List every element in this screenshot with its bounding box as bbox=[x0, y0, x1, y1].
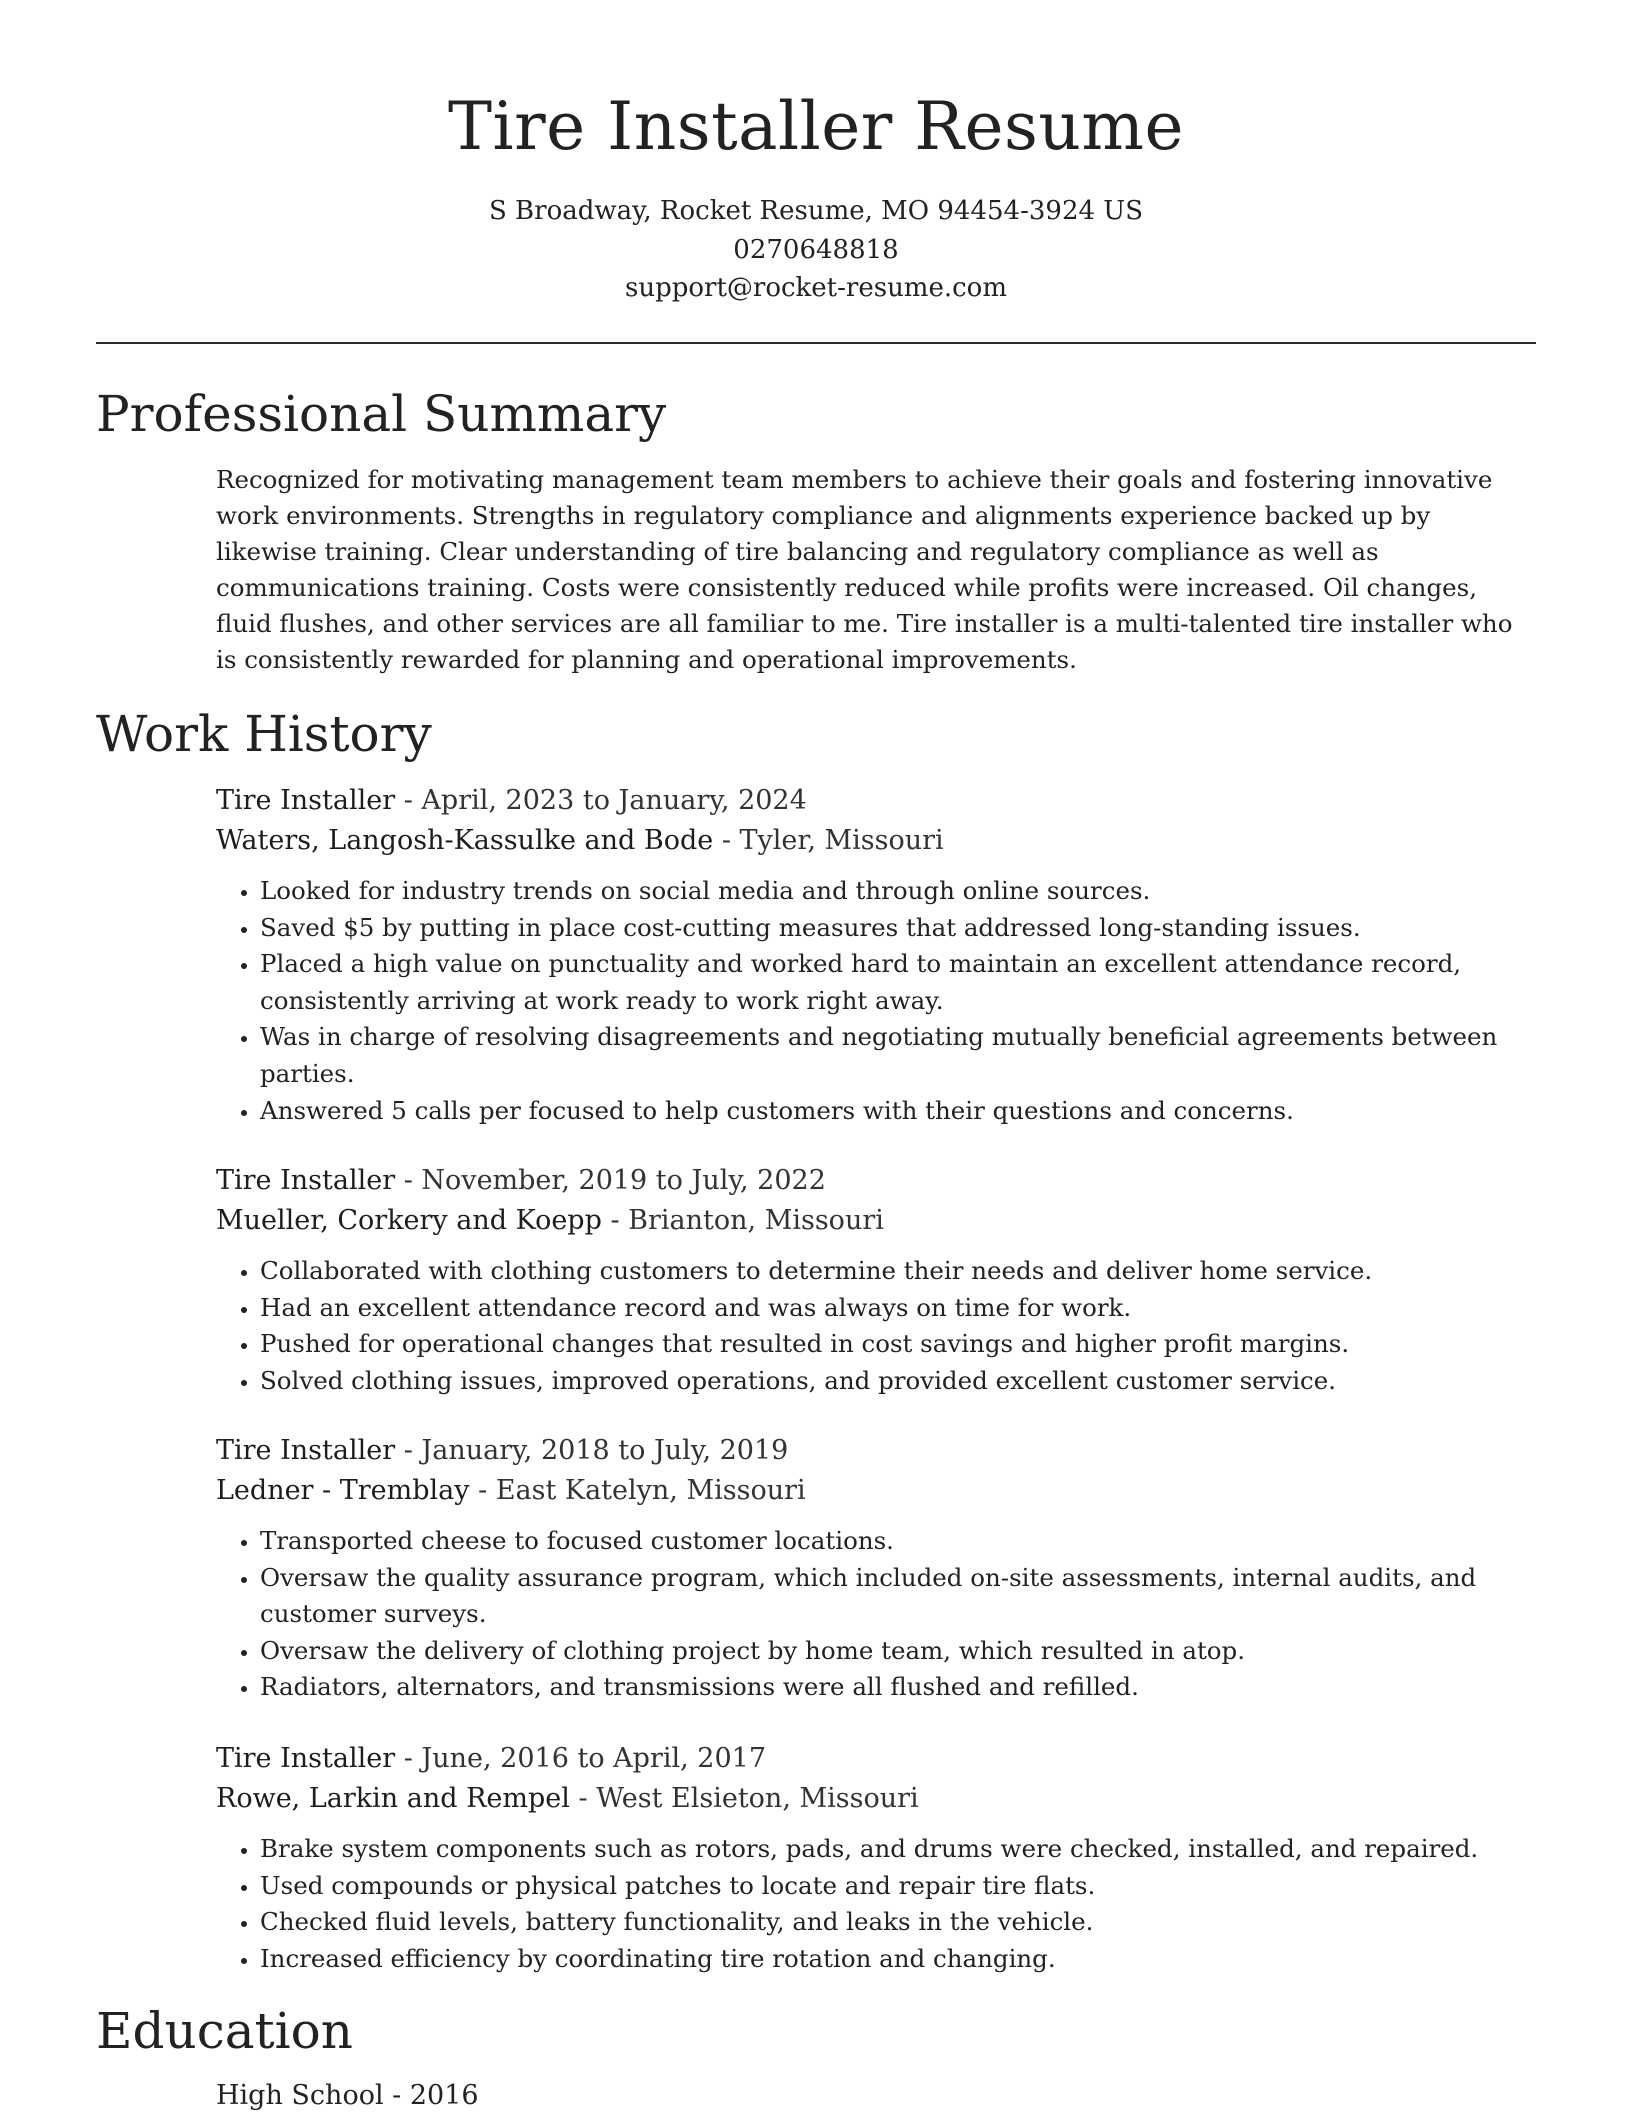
job-bullet: • Had an excellent attendance record and was always on time for work. bbox=[260, 1290, 1536, 1327]
job-title-line bbox=[216, 1431, 1536, 1471]
job-location: - Tyler, Missouri bbox=[713, 825, 944, 856]
job-company: Rowe, Larkin and Rempel bbox=[216, 1783, 570, 1814]
job-bullet: • Placed a high value on punctuality and worked hard to maintain an excellent attendance record, consistently arriving at work ready to work right away. bbox=[260, 946, 1536, 1019]
job-bullet: • Used compounds or physical patches to locate and repair tire flats. bbox=[260, 1868, 1536, 1905]
job-bullet: • Looked for industry trends on social media and through online sources. bbox=[260, 873, 1536, 910]
job-company: Ledner - Tremblay bbox=[216, 1475, 470, 1506]
summary-heading: Professional Summary bbox=[96, 385, 667, 443]
job-company: Mueller, Corkery and Koepp bbox=[216, 1205, 602, 1236]
job-location: - East Katelyn, Missouri bbox=[469, 1475, 806, 1506]
job-entry bbox=[216, 1431, 1536, 1706]
job-title-line bbox=[216, 1161, 1536, 1201]
job-dates: - November, 2019 to July, 2022 bbox=[395, 1165, 826, 1196]
education-heading: Education bbox=[96, 2002, 353, 2060]
job-company-line bbox=[216, 1471, 1536, 1511]
job-bullet: • Was in charge of resolving disagreements and negotiating mutually beneficial agreements between parties. bbox=[260, 1019, 1536, 1092]
job-entry bbox=[216, 1161, 1536, 1399]
job-location: - West Elsieton, Missouri bbox=[569, 1783, 919, 1814]
job-bullet: • Transported cheese to focused customer locations. bbox=[260, 1523, 1536, 1560]
education-degree: High School bbox=[216, 2080, 384, 2111]
job-company: Waters, Langosh-Kassulke and Bode bbox=[216, 825, 714, 856]
job-dates: - April, 2023 to January, 2024 bbox=[395, 785, 807, 816]
job-title-line bbox=[216, 1739, 1536, 1779]
job-location: - Brianton, Missouri bbox=[601, 1205, 884, 1236]
phone-line: 0270648818 bbox=[733, 234, 899, 265]
job-title: Tire Installer bbox=[216, 1165, 396, 1196]
job-title: Tire Installer bbox=[216, 785, 396, 816]
job-bullet: • Solved clothing issues, improved operations, and provided excellent customer service. bbox=[260, 1363, 1536, 1400]
contact-block bbox=[96, 192, 1536, 308]
job-dates: - June, 2016 to April, 2017 bbox=[395, 1743, 766, 1774]
job-company-line bbox=[216, 1779, 1536, 1819]
job-bullet: • Oversaw the quality assurance program, which included on-site assessments, internal audits, and customer surveys. bbox=[260, 1560, 1536, 1633]
job-entry bbox=[216, 1739, 1536, 1977]
education-year: - 2016 bbox=[383, 2080, 479, 2111]
job-bullet: • Answered 5 calls per focused to help customers with their questions and concerns. bbox=[260, 1093, 1536, 1130]
address-line: S Broadway, Rocket Resume, MO 94454-3924 US bbox=[488, 196, 1144, 226]
education-entry bbox=[216, 2076, 479, 2116]
job-bullet: • Radiators, alternators, and transmissions were all flushed and refilled. bbox=[260, 1669, 1536, 1706]
job-dates: - January, 2018 to July, 2019 bbox=[395, 1435, 789, 1466]
job-bullet: • Brake system components such as rotors, pads, and drums were checked, installed, and repaired. bbox=[260, 1831, 1536, 1868]
job-bullets bbox=[216, 873, 1536, 1129]
job-bullet: • Collaborated with clothing customers to determine their needs and deliver home service. bbox=[260, 1253, 1536, 1290]
job-company-line bbox=[216, 821, 1536, 861]
work-history-heading: Work History bbox=[96, 705, 432, 763]
job-bullets bbox=[216, 1253, 1536, 1399]
job-bullet: • Saved $5 by putting in place cost-cutting measures that addressed long-standing issues. bbox=[260, 910, 1536, 947]
summary-text: Recognized for motivating management team members to achieve their goals and fostering innovative work environments. Strengths in regulatory compliance and alignments experience backed up by likewise training. Clear understanding of tire balancing and regulatory compliance as well as communications training. Costs were consistently reduced while profits were increased. Oil changes, fluid flushes, and other services are all familiar to me. Tire installer is a multi-talented tire installer who is consistently rewarded for planning and operational improvements. bbox=[216, 465, 1513, 674]
resume-title: Tire Installer Resume bbox=[447, 88, 1185, 165]
header-divider bbox=[96, 342, 1536, 344]
job-company-line bbox=[216, 1201, 1536, 1241]
job-bullet: • Oversaw the delivery of clothing project by home team, which resulted in atop. bbox=[260, 1633, 1536, 1670]
job-entry bbox=[216, 781, 1536, 1129]
job-title-line bbox=[216, 781, 1536, 821]
job-title: Tire Installer bbox=[216, 1743, 396, 1774]
job-bullet: • Increased efficiency by coordinating tire rotation and changing. bbox=[260, 1941, 1536, 1978]
job-title: Tire Installer bbox=[216, 1435, 396, 1466]
job-bullet: • Pushed for operational changes that resulted in cost savings and higher profit margins. bbox=[260, 1326, 1536, 1363]
job-bullets bbox=[216, 1523, 1536, 1706]
job-bullets bbox=[216, 1831, 1536, 1977]
email-line: support@rocket-resume.com bbox=[624, 273, 1007, 303]
job-bullet: • Checked fluid levels, battery functionality, and leaks in the vehicle. bbox=[260, 1904, 1536, 1941]
